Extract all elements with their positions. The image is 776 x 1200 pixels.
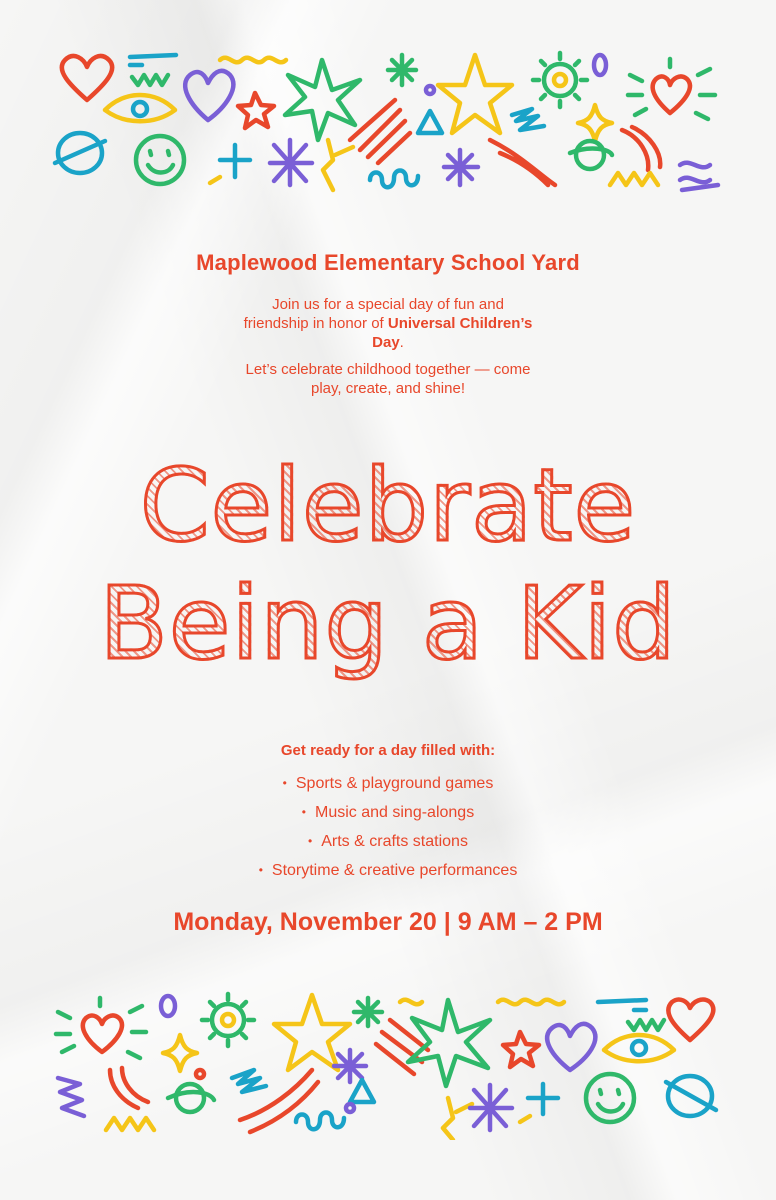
sun-icon — [544, 64, 576, 96]
star-icon — [274, 995, 350, 1070]
star-icon — [285, 60, 360, 140]
list-item: • Arts & crafts stations — [0, 830, 776, 859]
sparkle-icon — [578, 105, 612, 141]
planet-icon — [176, 1084, 204, 1112]
squiggle-icon — [58, 1078, 84, 1116]
activities-title: Get ready for a day filled with: — [280, 742, 496, 759]
spiral-icon — [296, 1113, 344, 1130]
list-item: • Music and sing-alongs — [0, 801, 776, 830]
list-item: • Storytime & creative performances — [0, 859, 776, 888]
venue-heading: Maplewood Elementary School Yard — [196, 250, 580, 275]
activities-list — [0, 772, 776, 888]
sparkle-icon — [220, 145, 250, 177]
triangle-icon — [418, 111, 442, 133]
spiral-icon — [400, 1000, 422, 1005]
star-icon — [443, 1098, 472, 1140]
spiral-icon — [220, 58, 286, 63]
sparkle-icon — [163, 1035, 197, 1071]
squiggle-icon — [512, 109, 544, 130]
headline-line-2: Being a Kid — [0, 568, 776, 680]
star-icon — [238, 93, 274, 128]
headline-line-1: Celebrate — [0, 450, 776, 562]
star-icon — [323, 140, 353, 190]
intro-paragraph-1: Join us for a special day of fun and friendship in honor of Universal Children’s Day. — [243, 296, 533, 351]
smiley-icon — [136, 136, 184, 184]
heart-icon — [62, 56, 112, 100]
spiral-icon — [498, 1000, 564, 1005]
planet-icon — [576, 141, 604, 169]
squiggle-icon — [130, 55, 176, 57]
doodle-border-bottom — [50, 990, 726, 1140]
heart-icon — [83, 1016, 122, 1052]
list-item: • Sports & playground games — [0, 772, 776, 801]
squiggle-icon — [628, 1020, 664, 1030]
star-icon — [438, 55, 512, 133]
sparkle-icon — [444, 150, 478, 185]
squiggle-icon — [598, 1000, 646, 1002]
intro-text — [238, 295, 538, 406]
squiggle-icon — [680, 163, 718, 190]
heart-icon — [668, 1000, 713, 1040]
squiggle-icon — [232, 1070, 266, 1092]
event-datetime: Monday, November 20 | 9 AM – 2 PM — [173, 908, 603, 936]
heart-icon — [547, 1024, 595, 1070]
sun-icon — [212, 1004, 244, 1036]
star-icon — [470, 1085, 512, 1130]
squiggle-icon — [132, 75, 168, 85]
star-icon — [503, 1032, 539, 1067]
event-name: Universal Children’s Day — [372, 315, 533, 351]
spiral-icon — [370, 171, 418, 188]
squiggle-icon — [610, 173, 658, 185]
intro-paragraph-2: Let’s celebrate childhood together — come play, create, and shine! — [245, 361, 531, 397]
sparkle-icon — [354, 998, 382, 1026]
sparkle-icon — [388, 55, 416, 85]
squiggle-icon — [106, 1118, 154, 1130]
sparkle-icon — [334, 1050, 366, 1082]
triangle-icon — [350, 1080, 374, 1102]
heart-icon — [185, 71, 233, 120]
sparkle-icon — [528, 1084, 558, 1114]
smiley-icon — [586, 1074, 634, 1122]
doodle-border-top — [50, 45, 726, 195]
star-icon — [270, 140, 312, 185]
heart-icon — [653, 77, 690, 113]
